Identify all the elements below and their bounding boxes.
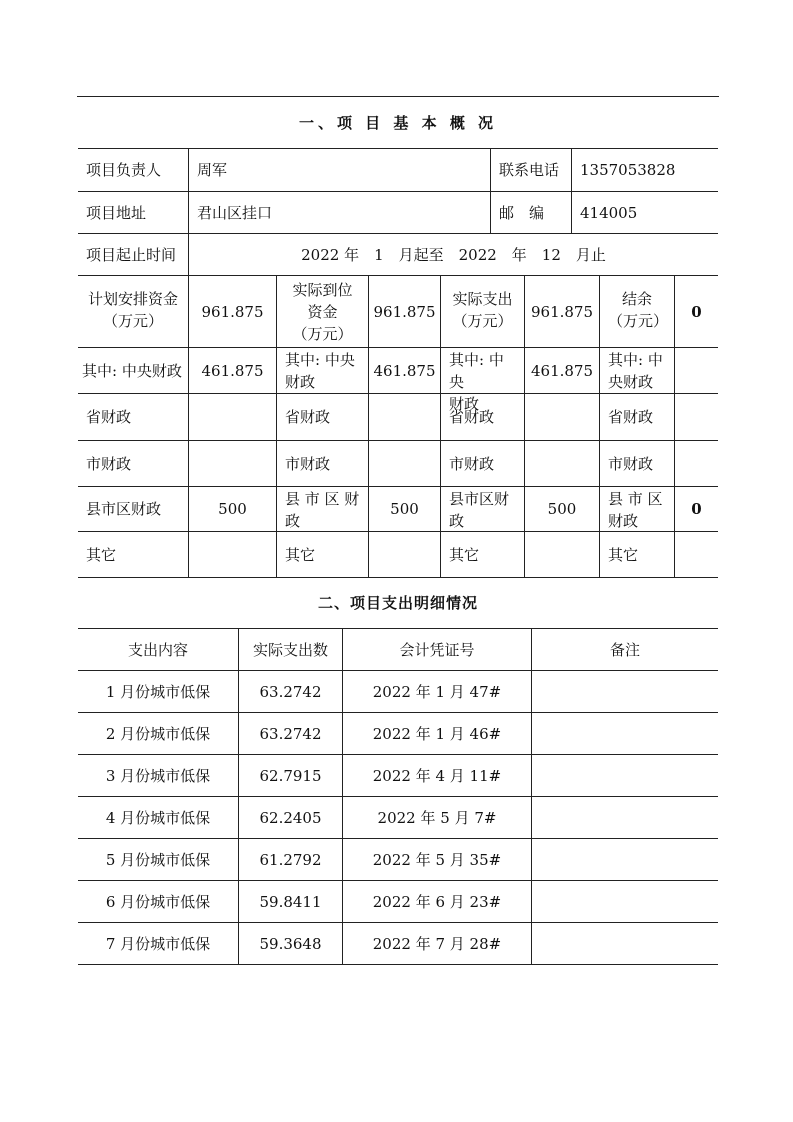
central-value-d bbox=[675, 348, 718, 393]
header-note: 备注 bbox=[609, 640, 640, 659]
province-label-b: 省财政 bbox=[277, 394, 369, 440]
row-note bbox=[532, 923, 718, 964]
row-content: 5 月份城市低保 bbox=[78, 839, 239, 880]
row-voucher: 2022 年 4 月 11# bbox=[343, 755, 532, 796]
county-value-a: 500 bbox=[189, 487, 277, 531]
county-finance-row bbox=[78, 487, 718, 532]
row-amount: 62.2405 bbox=[239, 797, 343, 838]
row-note bbox=[532, 881, 718, 922]
actual-arrived-label: 实际到位 资金 （万元） bbox=[277, 276, 369, 347]
other-label-b: 其它 bbox=[277, 532, 369, 577]
actual-spent-label: 实际支出 （万元） bbox=[441, 276, 525, 347]
county-value-b: 500 bbox=[369, 487, 441, 531]
county-label-b: 县 市 区 财 政 bbox=[277, 487, 369, 531]
row-amount: 59.8411 bbox=[239, 881, 343, 922]
row-amount: 59.3648 bbox=[239, 923, 343, 964]
province-label-d: 省财政 bbox=[600, 394, 675, 440]
header-amount: 实际支出数 bbox=[239, 629, 343, 670]
county-label-d: 县 市 区 财政 bbox=[600, 487, 675, 531]
central-label-d: 其中: 中 央财政 bbox=[600, 348, 675, 393]
row-voucher: 2022 年 5 月 35# bbox=[343, 839, 532, 880]
county-label-a: 县市区财政 bbox=[78, 487, 189, 531]
central-value-c: 461.875 bbox=[525, 348, 600, 393]
period-row bbox=[78, 234, 718, 276]
central-label-b: 其中: 中央 财政 bbox=[277, 348, 369, 393]
address-row bbox=[78, 192, 718, 234]
section2-title: 二、项目支出明细情况 bbox=[317, 594, 478, 612]
central-label-c: 其中: 中央 财政 bbox=[441, 348, 525, 393]
postcode-value: 414005 bbox=[580, 203, 638, 222]
actual-arrived-value: 961.875 bbox=[369, 276, 441, 347]
province-label-a: 省财政 bbox=[78, 394, 189, 440]
person-value: 周军 bbox=[189, 149, 491, 191]
province-value-b bbox=[369, 394, 441, 440]
row-note bbox=[532, 713, 718, 754]
row-voucher: 2022 年 1 月 47# bbox=[343, 671, 532, 712]
other-finance-row bbox=[78, 532, 718, 578]
planned-funds-value: 961.875 bbox=[189, 276, 277, 347]
header-voucher: 会计凭证号 bbox=[343, 629, 532, 670]
table-row bbox=[78, 881, 718, 923]
person-row bbox=[78, 149, 718, 192]
row-amount: 62.7915 bbox=[239, 755, 343, 796]
phone-label: 联系电话 bbox=[491, 149, 572, 191]
table-row bbox=[78, 713, 718, 755]
other-label-d: 其它 bbox=[600, 532, 675, 577]
row-voucher: 2022 年 7 月 28# bbox=[343, 923, 532, 964]
county-label-c: 县市区财 政 bbox=[441, 487, 525, 531]
row-content: 7 月份城市低保 bbox=[78, 923, 239, 964]
city-value-c bbox=[525, 441, 600, 486]
table-row bbox=[78, 923, 718, 965]
row-note bbox=[532, 839, 718, 880]
row-content: 1 月份城市低保 bbox=[78, 671, 239, 712]
row-amount: 61.2792 bbox=[239, 839, 343, 880]
county-value-d: 0 bbox=[691, 500, 702, 518]
row-amount: 63.2742 bbox=[239, 671, 343, 712]
city-label-d: 市财政 bbox=[600, 441, 675, 486]
city-label-b: 市财政 bbox=[277, 441, 369, 486]
table-row bbox=[78, 839, 718, 881]
city-value-a bbox=[189, 441, 277, 486]
funds-row bbox=[78, 276, 718, 348]
row-voucher: 2022 年 5 月 7# bbox=[343, 797, 532, 838]
row-amount: 63.2742 bbox=[239, 713, 343, 754]
county-value-c: 500 bbox=[525, 487, 600, 531]
phone-value: 1357053828 bbox=[580, 161, 676, 179]
table-row bbox=[78, 671, 718, 713]
other-value-a bbox=[189, 532, 277, 577]
actual-spent-value: 961.875 bbox=[525, 276, 600, 347]
row-note bbox=[532, 671, 718, 712]
city-value-d bbox=[675, 441, 718, 486]
row-voucher: 2022 年 6 月 23# bbox=[343, 881, 532, 922]
postcode-label: 邮 编 bbox=[491, 192, 572, 233]
header-content: 支出内容 bbox=[78, 629, 239, 670]
other-value-c bbox=[525, 532, 600, 577]
other-label-c: 其它 bbox=[441, 532, 525, 577]
row-content: 3 月份城市低保 bbox=[78, 755, 239, 796]
address-value: 君山区挂口 bbox=[189, 192, 491, 233]
row-content: 2 月份城市低保 bbox=[78, 713, 239, 754]
row-note bbox=[532, 797, 718, 838]
table-row bbox=[78, 797, 718, 839]
row-voucher: 2022 年 1 月 46# bbox=[343, 713, 532, 754]
planned-funds-label: 计划安排资金 （万元） bbox=[78, 276, 189, 347]
balance-label: 结余 （万元） bbox=[600, 276, 675, 347]
section1-title-row bbox=[78, 97, 718, 149]
province-value-c bbox=[525, 394, 600, 440]
project-form bbox=[77, 96, 719, 953]
detail-header-row bbox=[78, 629, 718, 671]
other-value-b bbox=[369, 532, 441, 577]
city-value-b bbox=[369, 441, 441, 486]
central-finance-row bbox=[78, 348, 718, 413]
province-value-a bbox=[189, 394, 277, 440]
city-label-c: 市财政 bbox=[441, 441, 525, 486]
table-row bbox=[78, 755, 718, 797]
city-finance-row bbox=[78, 441, 718, 487]
central-label-a: 其中: 中央财政 bbox=[78, 348, 189, 393]
province-finance-row bbox=[78, 394, 718, 441]
row-content: 4 月份城市低保 bbox=[78, 797, 239, 838]
other-label-a: 其它 bbox=[78, 532, 189, 577]
section1-title: 一、项 目 基 本 概 况 bbox=[298, 113, 498, 132]
central-value-b: 461.875 bbox=[369, 348, 441, 393]
address-label: 项目地址 bbox=[78, 192, 189, 233]
balance-value: 0 bbox=[691, 302, 702, 321]
section2-title-row bbox=[78, 578, 718, 629]
period-value: 2022 年 1 月起至 2022 年 12 月止 bbox=[301, 245, 606, 264]
row-content: 6 月份城市低保 bbox=[78, 881, 239, 922]
province-label-c: 省财政 bbox=[441, 394, 525, 440]
row-note bbox=[532, 755, 718, 796]
province-value-d bbox=[675, 394, 718, 440]
other-value-d bbox=[675, 532, 718, 577]
central-value-a: 461.875 bbox=[189, 348, 277, 393]
period-label: 项目起止时间 bbox=[78, 234, 189, 275]
city-label-a: 市财政 bbox=[78, 441, 189, 486]
person-label: 项目负责人 bbox=[78, 149, 189, 191]
